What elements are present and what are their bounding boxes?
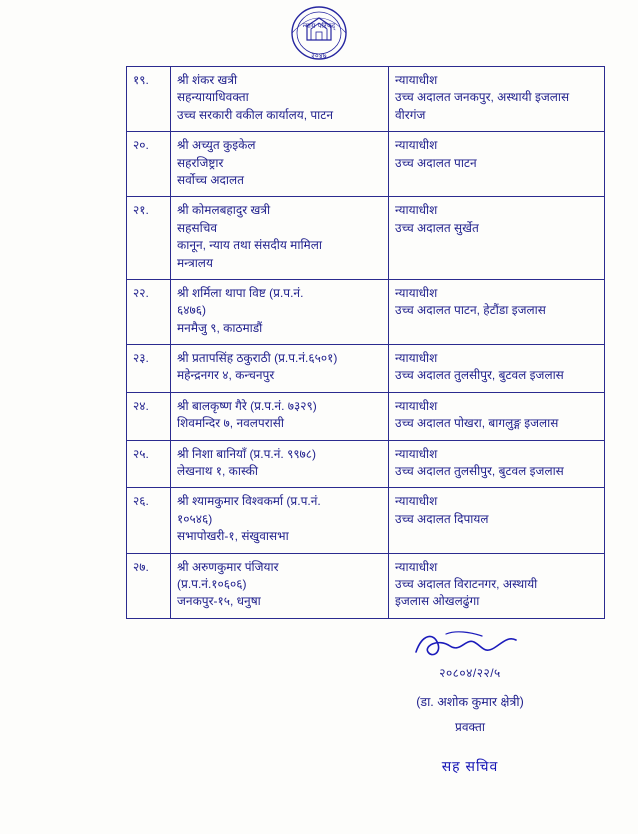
name-line: श्री प्रतापसिंह ठकुराठी (प्र.प.नं.६५०१): [177, 351, 338, 366]
seal-bottom-text: २०४७: [311, 53, 327, 60]
name-line: श्री शर्मिला थापा विष्ट (प्र.प.नं.: [177, 285, 304, 300]
signatory-role: प्रवक्ता: [455, 720, 485, 734]
row-name-address: [171, 132, 389, 197]
name-line: जनकपुर-१५, धनुषा: [177, 594, 261, 609]
row-name-address: [171, 392, 389, 440]
row-post-court: [389, 132, 605, 197]
post-line: उच्च अदालत तुलसीपुर, बुटवल इजलास: [395, 464, 564, 479]
row-post-court: [389, 279, 605, 344]
row-serial-number: २०.: [127, 132, 171, 197]
post-line: न्यायाधीश: [395, 138, 438, 153]
table-row: [127, 345, 605, 393]
row-name-address: [171, 553, 389, 618]
name-line: मन्त्रालय: [177, 255, 213, 270]
table-row: [127, 392, 605, 440]
name-line: सहसचिव: [177, 220, 217, 235]
name-line: कानून, न्याय तथा संसदीय मामिला: [177, 238, 322, 253]
signatory-name: (डा. अशोक कुमार क्षेत्री): [416, 695, 524, 709]
row-name-address: [171, 279, 389, 344]
row-name-address: [171, 67, 389, 132]
seal-top-text: न्याय परिषद्: [302, 23, 336, 30]
row-name-address: [171, 488, 389, 553]
row-post-court: [389, 392, 605, 440]
row-post-court: [389, 197, 605, 280]
handwritten-signature-icon: [330, 632, 610, 666]
row-serial-number: २४.: [127, 392, 171, 440]
row-serial-number: २२.: [127, 279, 171, 344]
table-row: [127, 279, 605, 344]
row-serial-number: २५.: [127, 440, 171, 488]
name-line: लेखनाथ १, कास्की: [177, 464, 258, 479]
row-serial-number: २३.: [127, 345, 171, 393]
signatory-stamp: सह सचिव: [441, 758, 499, 774]
table-body: [127, 67, 605, 619]
post-line: उच्च अदालत पाटन: [395, 155, 477, 170]
name-line: सर्वोच्च अदालत: [177, 172, 244, 187]
post-line: न्यायाधीश: [395, 203, 438, 218]
post-line: न्यायाधीश: [395, 446, 438, 461]
table-row: [127, 197, 605, 280]
row-post-court: [389, 488, 605, 553]
post-line: उच्च अदालत दिपायल: [395, 511, 489, 526]
name-line: श्री श्यामकुमार विश्वकर्मा (प्र.प.नं.: [177, 494, 321, 509]
name-line: श्री निशा बानियाँ (प्र.प.नं. ९९७८): [177, 446, 317, 461]
post-line: वीरगंज: [395, 107, 426, 122]
post-line: न्यायाधीश: [395, 285, 438, 300]
row-serial-number: १९.: [127, 67, 171, 132]
row-name-address: [171, 345, 389, 393]
name-line: ६४७६): [177, 303, 206, 318]
name-line: श्री अरुणकुमार पंजियार: [177, 559, 279, 574]
government-seal-icon: [282, 4, 356, 62]
name-line: महेन्द्रनगर ४, कन्चनपुर: [177, 368, 275, 383]
row-name-address: [171, 440, 389, 488]
post-line: उच्च अदालत जनकपुर, अस्थायी इजलास: [395, 90, 570, 105]
post-line: न्यायाधीश: [395, 73, 438, 87]
name-line: श्री शंकर खत्री: [177, 73, 238, 87]
judges-appointment-table: [126, 66, 605, 619]
post-line: न्यायाधीश: [395, 398, 438, 413]
row-serial-number: २६.: [127, 488, 171, 553]
row-post-court: [389, 440, 605, 488]
name-line: सहन्यायाधिवक्ता: [177, 90, 249, 105]
post-line: उच्च अदालत विराटनगर, अस्थायी: [395, 576, 538, 591]
name-line: श्री बालकृष्ण गैरे (प्र.प.नं. ७३२९): [177, 398, 317, 413]
row-name-address: [171, 197, 389, 280]
row-post-court: [389, 67, 605, 132]
post-line: उच्च अदालत पाटन, हेटौंडा इजलास: [395, 303, 546, 318]
post-line: न्यायाधीश: [395, 559, 438, 574]
signature-date: २०८०४/२२/५: [439, 666, 501, 680]
name-line: श्री अच्युत कुइकेल: [177, 138, 256, 153]
post-line: न्यायाधीश: [395, 351, 438, 366]
name-line: उच्च सरकारी वकील कार्यालय, पाटन: [177, 107, 334, 122]
row-post-court: [389, 553, 605, 618]
row-serial-number: २७.: [127, 553, 171, 618]
name-line: १०५४६): [177, 511, 213, 526]
row-post-court: [389, 345, 605, 393]
post-line: इजलास ओखलढुंगा: [395, 594, 480, 609]
post-line: न्यायाधीश: [395, 494, 438, 509]
table-row: [127, 440, 605, 488]
row-serial-number: २१.: [127, 197, 171, 280]
letterhead-seal: [0, 4, 638, 66]
table-row: [127, 67, 605, 132]
name-line: श्री कोमलबहादुर खत्री: [177, 203, 271, 218]
post-line: उच्च अदालत सुर्खेत: [395, 220, 479, 235]
name-line: शिवमन्दिर ७, नवलपरासी: [177, 416, 284, 431]
post-line: उच्च अदालत तुलसीपुर, बुटवल इजलास: [395, 368, 564, 383]
table-row: [127, 132, 605, 197]
table-row: [127, 553, 605, 618]
name-line: सभापोखरी-१, संखुवासभा: [177, 529, 289, 544]
name-line: सहरजिष्ट्रार: [177, 155, 224, 170]
post-line: उच्च अदालत पोखरा, बागलुङ्ग इजलास: [395, 416, 559, 431]
signature-block: [330, 632, 610, 776]
table-row: [127, 488, 605, 553]
name-line: (प्र.प.नं.१०६०६): [177, 576, 247, 591]
name-line: मनमैजु ९, काठमाडौं: [177, 320, 263, 335]
